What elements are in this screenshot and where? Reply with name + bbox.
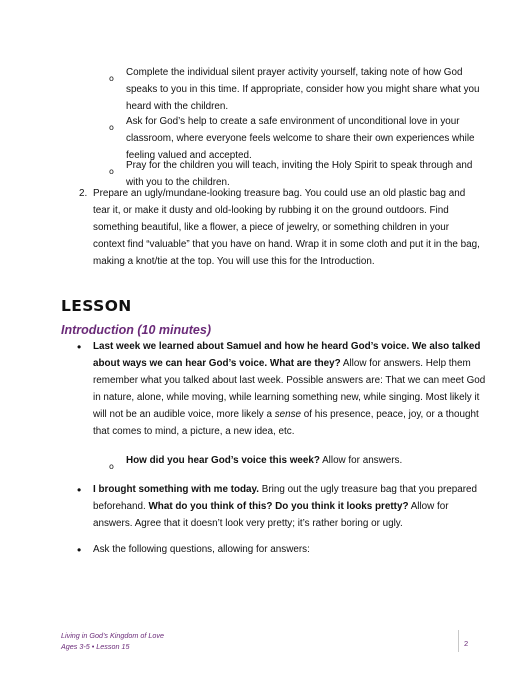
- intro-sub-bullet-text: Allow for answers.: [319, 455, 403, 466]
- bullet-marker: •: [77, 483, 82, 497]
- sub-bullet-marker: o: [109, 74, 114, 83]
- intro-bullet-2: [93, 482, 486, 533]
- prep-sub-bullet-2: Ask for God’s help to create a safe environment of unconditional love in your classroom, where everyone feels welcome to share their own experiences while feeling valued and accepted.: [126, 116, 475, 161]
- footer-subtitle: Ages 3-5 • Lesson 15: [61, 641, 130, 651]
- intro-bullet-2-text-b: Allow for answers. Agree that it doesn’t look very pretty; it’s rather boring or ugly.: [93, 500, 449, 529]
- footer-divider: [458, 630, 459, 652]
- intro-bullet-2-text-a: Bring out the ugly treasure bag that you prepared beforehand.: [93, 484, 477, 512]
- intro-bullet-1: [93, 339, 486, 440]
- intro-bullet-1-italic: sense: [274, 408, 302, 420]
- page-footer: [61, 631, 164, 652]
- list-number: 2.: [79, 188, 88, 199]
- footer-title: Living in God’s Kingdom of Love: [61, 631, 164, 640]
- intro-sub-bullet: [126, 453, 481, 470]
- page-number: 2: [464, 639, 469, 648]
- prep-sub-bullet-3: Pray for the children you will teach, inviting the Holy Spirit to speak through and with you to the children.: [126, 160, 473, 188]
- intro-sub-bullet-bold: How did you hear God’s voice this week?: [126, 455, 320, 466]
- intro-bullet-1-bold: Last week we learned about Samuel and how he heard God’s voice. We also talked about ways we can hear God’s voice. What are they?: [93, 341, 481, 369]
- bullet-marker: •: [77, 340, 82, 354]
- lesson-heading: LESSON: [61, 297, 132, 315]
- intro-bullet-2-bold-2: What do you think of this? Do you think it looks pretty?: [148, 500, 409, 512]
- sub-bullet-marker: o: [109, 167, 114, 176]
- prep-item-2: Prepare an ugly/mundane-looking treasure bag. You could use an old plastic bag and tear it, or make it dusty and old-looking by rubbing it on the ground outdoors. Find something beautiful, like a flower, a piece of jewelry, or something children in your context find “valuable” that you have on hand. Wrap it in some cloth and put it in the bag, making a knot/tie at the top. You will use this for the Introduction.: [93, 188, 480, 267]
- section-heading: Introduction (10 minutes): [61, 323, 211, 337]
- sub-bullet-marker: o: [109, 462, 114, 471]
- sub-bullet-marker: o: [109, 123, 114, 132]
- intro-bullet-1-text-b: of his presence, peace, joy, or a thought that comes to mind, a picture, a new idea, etc.: [93, 408, 479, 437]
- intro-bullet-2-bold-1: I brought something with me today.: [93, 484, 260, 495]
- bullet-marker: •: [77, 543, 82, 557]
- intro-bullet-3: Ask the following questions, allowing for answers:: [93, 544, 310, 555]
- intro-bullet-1-text-a: Allow for answers. Help them remember what you talked about last week. Possible answers are: That we can meet God in nature, alone, while moving, while learning something new, while singing. Most likely it will not be an audible voice, more likely a: [93, 357, 486, 420]
- prep-sub-bullet-1: Complete the individual silent prayer activity yourself, taking note of how God speaks to you in this time. If appropriate, consider how you might share what you heard with the children.: [126, 67, 480, 112]
